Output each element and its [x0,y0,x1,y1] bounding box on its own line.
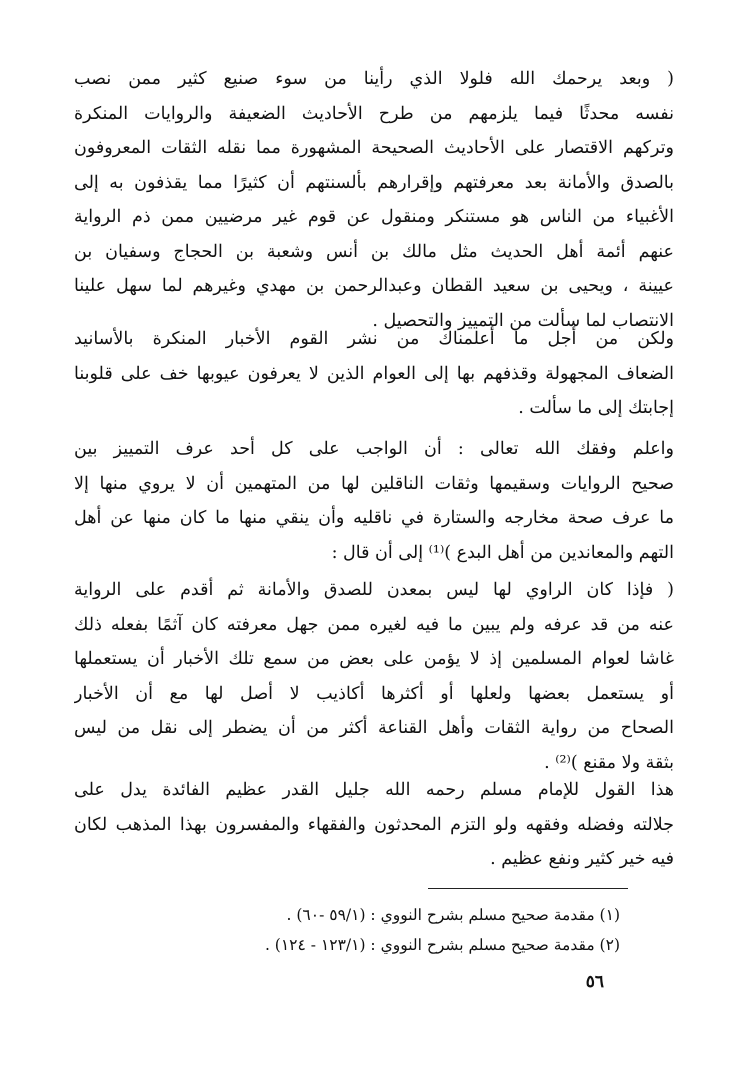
text-line: نفسه محدثًا فيما يلزمهم من طرح الأحاديث الضعيفة والروايات المنكرة [74,103,674,124]
text-line: ( فإذا كان الراوي لها ليس بمعدن للصدق والأمانة ثم أقدم على الرواية [74,580,674,600]
text-line: وتركهم الاقتصار على الأحاديث الصحيحة المشهورة مما نقله الثقات المعروفون [74,138,674,158]
text-line: عنهم أئمة أهل الحديث مثل مالك بن أنس وشعبة بن الحجاج وسفيان بن [74,241,674,262]
footnotes [74,900,620,960]
text-line: جلالته وفضله وفقهه ولو التزم المحدثون والفقهاء والمفسرون بهذا المذهب لكان [74,814,674,835]
footnote-1: (١) مقدمة صحيح مسلم بشرح النووي : (٥٩/١ -٦٠) . [286,906,620,924]
text-line: ( وبعد يرحمك الله فلولا الذي رأينا من سوء صنيع كثير ممن نصب [74,69,674,89]
text-line: إجابتك إلى ما سألت . [518,398,674,418]
page-number: ٥٦ [585,972,604,992]
paragraph-5 [74,773,674,877]
text-line: غاشا لعوام المسلمين إذ لا يؤمن على بعض من سمع تلك الأخبار أن يستعملها [74,649,674,669]
footnote-2: (٢) مقدمة صحيح مسلم بشرح النووي : (١٢٣/١ - ١٢٤) . [264,936,620,954]
paragraph-4 [74,573,674,780]
text-line: الضعاف المجهولة وقذفهم بها إلى العوام الذين لا يعرفون عيوبها خف على قلوبنا [74,363,674,384]
footnote-divider [428,888,628,889]
text-line: ولكن من أجل ما أعلمناك من نشر القوم الأخبار المنكرة بالأسانيد [74,329,674,349]
text-line: بالصدق والأمانة بعد معرفتهم وإقرارهم بألسنتهم أن كثيرًا مما يقذفون به إلى [74,172,674,193]
text-line: هذا القول للإمام مسلم رحمه الله جليل القدر عظيم الفائدة يدل على [74,780,674,800]
text-line: صحيح الروايات وسقيمها وثقات الناقلين لها من المتهمين أن لا يروي منها إلا [74,473,674,494]
text-line: عنه من قد عرفه ولم يبين ما فيه لغيره ممن جهل معرفته كان آثمًا بفعله ذلك [74,614,674,635]
paragraph-1 [74,62,674,338]
text-line: الصحاح من رواية الثقات وأهل القناعة أكثر من أن يضطر إلى نقل من ليس [74,718,674,738]
paragraph-2 [74,322,674,426]
text-line: بثقة ولا مقنع )⁽²⁾ . [544,752,674,773]
text-line: الأغبياء من الناس هو مستنكر ومنقول عن قوم غير مرضيين ممن ذم الرواية [74,207,674,227]
text-line: عيينة ، ويحيى بن سعيد القطان وعبدالرحمن بن مهدي وغيرهم لما سهل علينا [74,276,674,296]
text-line: واعلم وفقك الله تعالى : أن الواجب على كل أحد عرف التمييز بين [74,439,674,459]
text-line: التهم والمعاندين من أهل البدع )⁽¹⁾ إلى أن قال : [331,542,674,563]
text-line: ما عرف صحة مخارجه والستارة في ناقليه وأن ينقي منها ما كان منها عن أهل [74,508,674,528]
paragraph-3 [74,432,674,570]
text-line: فيه خير كثير ونفع عظيم . [490,849,674,869]
text-line: أو يستعمل بعضها ولعلها أو أكثرها أكاذيب لا أصل لها مع أن الأخبار [74,683,674,704]
text-line: الانتصاب لما سألت من التمييز والتحصيل . [372,310,674,331]
